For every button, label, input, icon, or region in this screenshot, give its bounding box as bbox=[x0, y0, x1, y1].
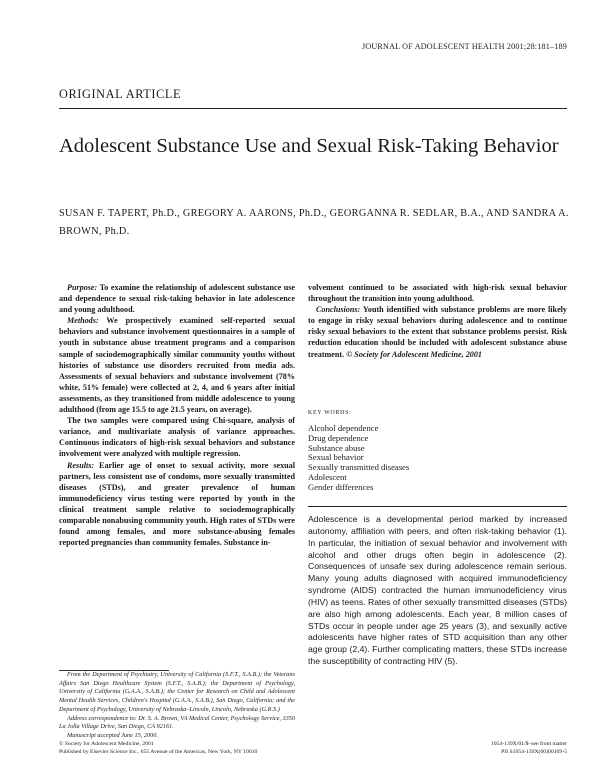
abstract-copyright: © Society for Adolescent Medicine, 2001 bbox=[346, 349, 482, 359]
introduction bbox=[308, 514, 567, 668]
footer-pii: PII S1054-139X(00)00169-5 bbox=[501, 749, 567, 756]
footer-publisher: Published by Elsevier Science Inc., 655 Avenue of the Americas, New York, NY 10010 bbox=[59, 749, 258, 756]
footnotes bbox=[59, 671, 295, 741]
keyword-item: Alcohol dependence bbox=[308, 423, 379, 433]
keyword-item: Drug dependence bbox=[308, 432, 369, 443]
results-label: Results: bbox=[67, 460, 95, 470]
keyword-item: Gender differences bbox=[308, 481, 374, 492]
abstract-purpose bbox=[59, 282, 295, 315]
abstract-conclusions bbox=[308, 304, 567, 359]
footer-right bbox=[491, 740, 567, 757]
purpose-text: To examine the relationship of adolescent substance use and dependence to sexual risk-taking behavior in late adolescence and young adulthood. bbox=[59, 283, 295, 315]
keywords-list bbox=[308, 424, 567, 493]
abstract-methods-2 bbox=[59, 415, 295, 459]
results-text: Earlier age of onset to sexual activity, more sexual partners, less consistent use of condoms, more sexually transmitted diseases (STDs), and greater prevalence of human immunodeficiency virus testing were reported by youth in the clinical treatment sample relative to sociodemographically comparable nonabusing community youth. High rates of STDs were found among females, and more substance-abusing females reported pregnancies than community females. Substance in- bbox=[59, 460, 295, 548]
keyword-item: Sexual behavior bbox=[308, 452, 364, 463]
abstract-right-column bbox=[308, 282, 567, 360]
abstract-methods bbox=[59, 315, 295, 415]
methods-label: Methods: bbox=[67, 316, 99, 326]
footnote-affiliations: From the Department of Psychiatry, University of California (S.F.T., S.A.B.); the Veterans Affairs San Diego Healthcare System (S.F.T., S.A.B.); the Department of Psychology, University of California (G.A.A., S.A.B.); the Center for Research on Child and Adolescent Mental Health Services, Children's Hospital (G.A.A., S.A.B.), San Diego, California; and the Department of Psychology, University of Nebraska–Lincoln, Lincoln, Nebraska (G.R.S.) bbox=[59, 671, 295, 713]
footnote-correspondence: Address correspondence to: Dr. S. A. Brown, VA Medical Center, Psychology Service, 3350 La Jolla Village Drive, San Diego, CA 92161. bbox=[59, 714, 295, 731]
footer-left bbox=[59, 740, 257, 757]
abstract-results-continued bbox=[308, 282, 567, 304]
footnote-accepted: Manuscript accepted June 15, 2000. bbox=[67, 731, 158, 739]
abstract-left-column bbox=[59, 282, 295, 548]
section-label: ORIGINAL ARTICLE bbox=[59, 87, 182, 101]
keyword-item: Adolescent bbox=[308, 471, 347, 482]
keyword-item: Substance abuse bbox=[308, 442, 365, 453]
conclusions-label: Conclusions: bbox=[316, 305, 361, 315]
section-divider bbox=[59, 108, 567, 109]
intro-paragraph: Adolescence is a developmental period marked by increased autonomy, affiliation with peers, and often risk-taking behavior (1). In particular, the initiation of sexual behavior and involvement with alcohol and other drugs often begin in adolescence (2). Consequences of unsafe sex during adolescence remain serious. Many young adults diagnosed with acquired immunodeficiency syndrome (AIDS) contracted the human immunodeficiency virus (HIV) as teens. Rates of other sexually transmitted diseases (STDs) are also high among adolescents. Each year, 8 million cases of STDs occur in people under age 25 years (3), and sexually active adolescents have higher rates of STD acquisition than any other age group (2,4). Further complicating matters, these STDs increase the susceptibility of contracting HIV (5). bbox=[308, 514, 567, 667]
results-continued-text: volvement continued to be associated with high-risk sexual behavior throughout the transition into young adulthood. bbox=[308, 283, 567, 304]
abstract-results bbox=[59, 460, 295, 549]
footer-issn: 1054-139X/01/$–see front matter bbox=[490, 741, 567, 747]
keywords-divider bbox=[308, 506, 567, 507]
author-list: SUSAN F. TAPERT, Ph.D., GREGORY A. AARONS, Ph.D., GEORGANNA R. SEDLAR, B.A., AND SANDRA A. BROWN, Ph.D. bbox=[59, 208, 569, 237]
keywords-label: KEY WORDS: bbox=[308, 410, 352, 416]
footer-copyright: © Society for Adolescent Medicine, 2001 bbox=[59, 741, 154, 747]
article-title: Adolescent Substance Use and Sexual Risk-Taking Behavior bbox=[59, 135, 559, 157]
methods-text: We prospectively examined self-reported sexual behaviors and substance involvement questionnaires in a sample of youth in substance abuse treatment programs and a comparison sample of sociodemographically similar community youths without histories of substance use disorders recruited from media ads. Assessments of sexual behaviors and substance involvement (78% white, 51% female) were collected at 2, 4, and 6 years after initial assessments, as they transitioned from middle adolescence to young adulthood (from age 15.5 to age 21.5 years, on average). bbox=[59, 316, 295, 415]
methods-text-2: The two samples were compared using Chi-square, analysis of variance, and multivariate analysis of variance approaches. Continuous indicators of high-risk sexual behaviors and substance involvement were analyzed with multiple regression. bbox=[59, 416, 295, 459]
conclusions-text: Youth identified with substance problems are more likely to engage in risky sexual behaviors during adolescence and to continue risky sexual behaviors to the extent that substance problems persist. Risk reduction education should be included with adolescent substance abuse treatment. bbox=[308, 305, 567, 359]
purpose-label: Purpose: bbox=[67, 283, 98, 292]
journal-header: JOURNAL OF ADOLESCENT HEALTH 2001;28:181–189 bbox=[361, 42, 567, 51]
keyword-item: Sexually transmitted diseases bbox=[308, 462, 410, 473]
